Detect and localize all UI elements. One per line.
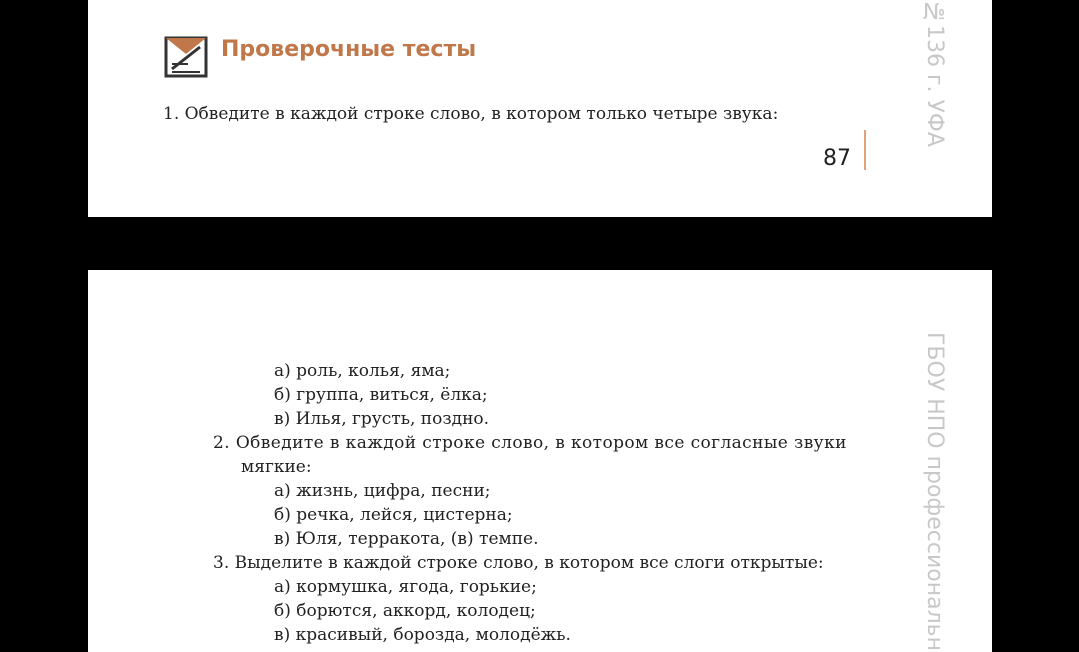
question-1: 1. Обведите в каждой строке слово, в котором только четыре звука: [163, 104, 779, 124]
option-2b: б) речка, лейся, цистерна; [274, 505, 513, 525]
option-3c: в) красивый, борозда, молодёжь. [274, 625, 571, 645]
textbook-page-bottom [88, 270, 992, 652]
page-number-rule [864, 130, 866, 170]
section-title: Проверочные тесты [221, 37, 477, 62]
option-1a: а) роль, колья, яма; [274, 361, 451, 381]
option-1c: в) Илья, грусть, поздно. [274, 409, 490, 429]
watermark-bottom: ГБОУ НПО профессиональн [922, 332, 947, 651]
question-2-continued: мягкие: [241, 457, 312, 477]
watermark-top: №136 г. УФА [922, 0, 947, 147]
option-2c: в) Юля, терракота, (в) темпе. [274, 529, 539, 549]
option-3a: а) кормушка, ягода, горькие; [274, 577, 537, 597]
question-2: 2. Обведите в каждой строке слово, в котором все согласные звуки [213, 433, 847, 453]
test-pencil-icon [164, 36, 208, 78]
textbook-page-top [88, 0, 992, 217]
page-number: 87 [823, 146, 851, 171]
option-2a: а) жизнь, цифра, песни; [274, 481, 491, 501]
option-1b: б) группа, виться, ёлка; [274, 385, 488, 405]
question-3: 3. Выделите в каждой строке слово, в котором все слоги открытые: [213, 553, 824, 573]
option-3b: б) борются, аккорд, колодец; [274, 601, 536, 621]
